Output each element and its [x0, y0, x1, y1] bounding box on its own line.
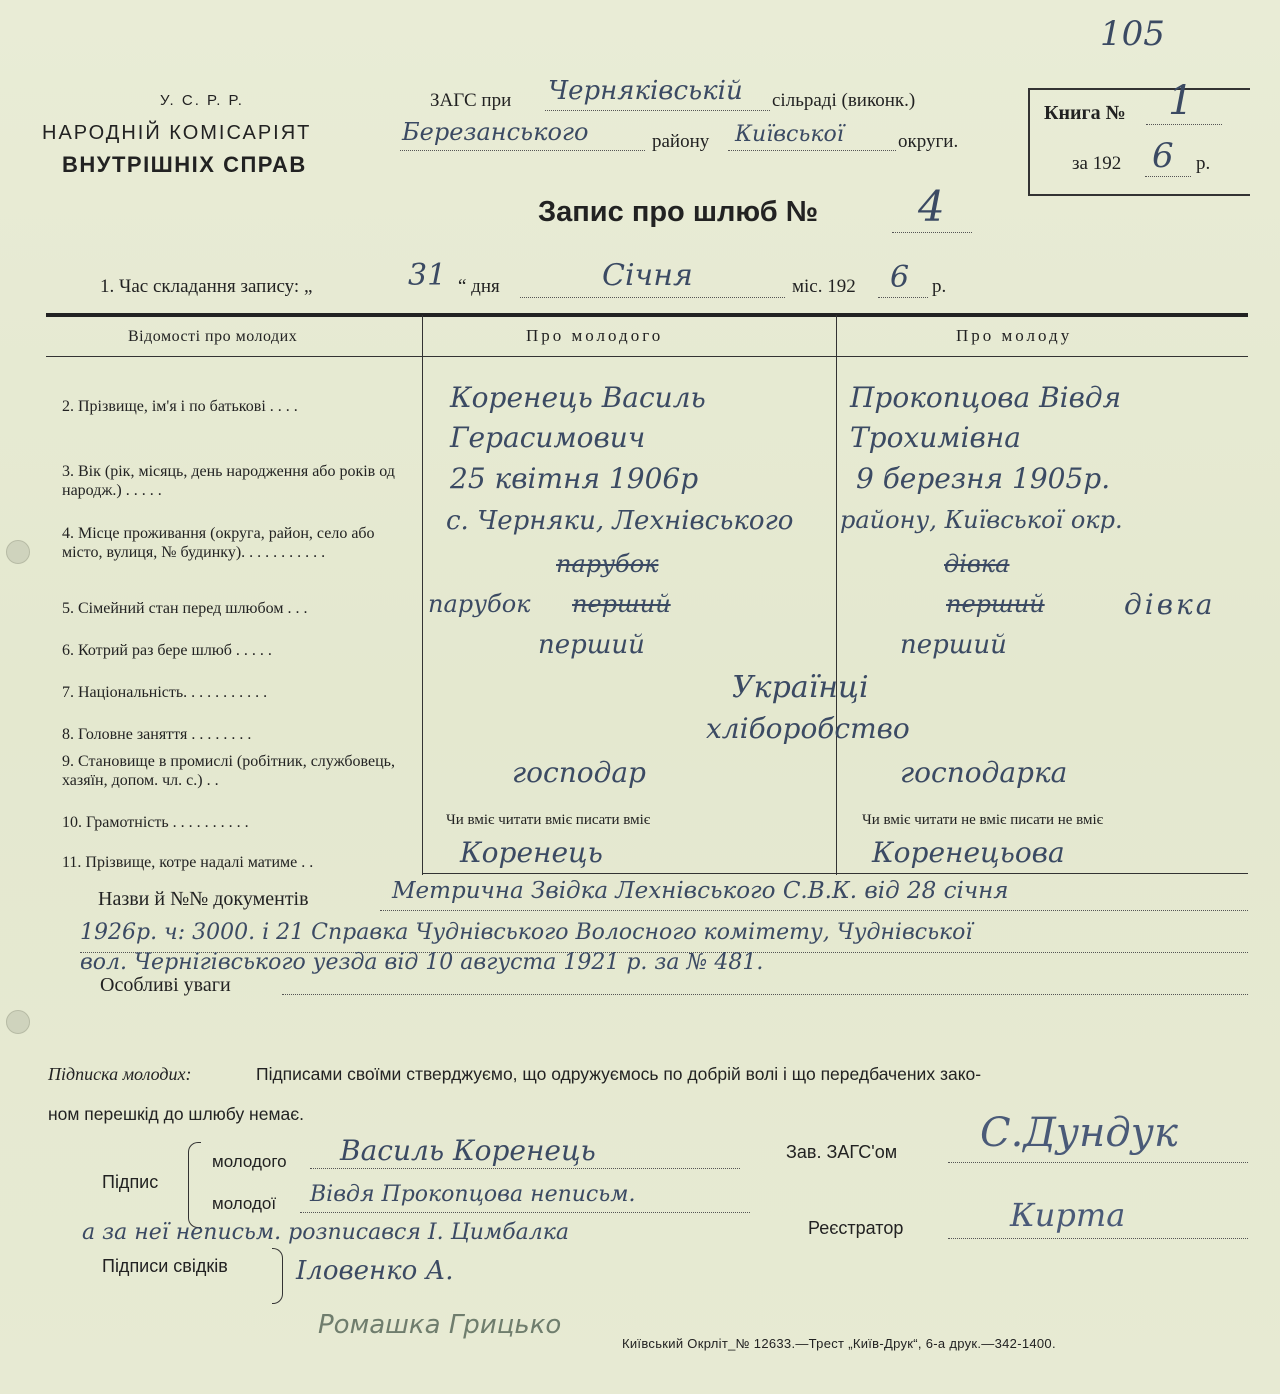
groom-future-surname: Коренець [460, 836, 603, 869]
witnesses-label: Підписи свідків [102, 1256, 228, 1276]
commissariat-label: НАРОДНІЙ КОМІСАРІЯТ [42, 122, 312, 144]
zags-district-hand: Березанського [402, 118, 589, 146]
registrar-underline [948, 1238, 1248, 1239]
record-number-hand: 4 [918, 182, 945, 231]
documents-line2: 1926р. ч: 3000. і 21 Справка Чуднівського Волосного комітету, Чуднівської [80, 920, 973, 945]
notes-underline [282, 994, 1248, 995]
table-top-rule [46, 313, 1248, 317]
bride-signature-label: молодої [212, 1194, 277, 1213]
book-year-underline [1145, 176, 1191, 177]
record-year-underline [878, 297, 928, 298]
ussr-label: У. С. Р. Р. [160, 92, 244, 109]
groom-full-name: Коренець Василь Герасимович [450, 381, 706, 454]
groom-signature-label: молодого [212, 1152, 287, 1171]
zags-okrug-hand: Київської [735, 122, 844, 147]
punch-hole [6, 1010, 30, 1034]
groom-birthdate: 25 квітня 1906р [450, 462, 699, 495]
printer-footer: Київський Окрліт_№ 12633.—Трест „Київ-Друк“, 6-а друк.—342-1400. [622, 1336, 1056, 1351]
table-bottom-rule [422, 873, 1248, 874]
row-label-status: 5. Сімейний стан перед шлюбом . . . [62, 600, 308, 617]
nationality-value: Українці [732, 670, 869, 705]
occupation-value: хліборобство [706, 712, 910, 745]
zags-okrug-label: округи. [898, 131, 959, 152]
record-month-underline [520, 297, 785, 298]
row-label-occupation: 8. Головне заняття . . . . . . . . [62, 726, 252, 743]
record-number-underline [892, 232, 972, 233]
record-day-hand: 31 [408, 258, 447, 293]
groom-signature-underline [310, 1168, 740, 1169]
consent-label: Підписка молодих: [48, 1064, 192, 1084]
table-header-rule [46, 356, 1248, 357]
bride-residence: району, Київської окр. [840, 506, 1123, 534]
zags-district-label: району [652, 131, 710, 152]
book-year-hand: 6 [1152, 136, 1174, 176]
record-time-label: 1. Час складання запису: „ [100, 276, 313, 297]
header-info: Відомості про молодих [128, 328, 298, 345]
bride-marriage-struck: перший [946, 590, 1045, 618]
okrug-underline [728, 150, 896, 151]
groom-status: парубок [428, 590, 531, 618]
bride-signature: Вівдя Прокопцова неписьм. [310, 1182, 636, 1207]
notes-label: Особливі уваги [100, 974, 231, 996]
consent-text-line2: ном перешкід до шлюбу немає. [48, 1104, 305, 1124]
consent-text-line1: Підписами своїми стверджуємо, що одружуємось по добрій волі і що передбачених зако- [256, 1064, 982, 1084]
documents-label: Назви й №№ документів [98, 888, 309, 910]
row-label-position: 9. Становище в промислі (робітник, службовець, хазяїн, допом. чл. с.) . . [62, 753, 395, 789]
record-year-suffix: р. [932, 276, 947, 297]
zags-village-suffix: сільраді (виконк.) [772, 90, 916, 111]
witness-signature-1: Іловенко А. [296, 1256, 454, 1286]
header-bride: Про молоду [956, 326, 1073, 345]
page-number: 105 [1100, 14, 1165, 54]
bride-status-struck: дівка [944, 550, 1010, 578]
bride-birthdate: 9 березня 1905р. [856, 462, 1111, 495]
groom-literacy: Чи вміє читати вміє писати вміє [446, 812, 651, 828]
punch-hole [6, 540, 30, 564]
zags-head-signature: С.Дундук [980, 1110, 1178, 1156]
bride-position: господарка [900, 756, 1068, 789]
row-label-future-surname: 11. Прізвище, котре надалі матиме . . [62, 854, 314, 871]
signature-label: Підпис [102, 1172, 159, 1192]
registrar-signature: Кирта [1010, 1196, 1126, 1234]
bride-status: дівка [1124, 588, 1216, 621]
witness-brace [272, 1248, 283, 1304]
bride-signature-underline [300, 1212, 750, 1213]
proxy-signature: а за неї неписьм. розписався І. Цимбалка [82, 1220, 569, 1245]
bride-full-name: Прокопцова Вівдя Трохимівна [850, 381, 1122, 454]
signature-brace [188, 1142, 201, 1228]
groom-status-struck: парубок [556, 550, 659, 578]
zags-head-label: Зав. ЗАГС'ом [786, 1142, 898, 1162]
book-number-underline [1146, 124, 1222, 125]
groom-residence: с. Черняки, Лехнівського [446, 506, 794, 536]
record-day-label: “ дня [458, 276, 500, 297]
village-underline [545, 110, 770, 111]
bride-marriage-count: перший [900, 630, 1007, 660]
groom-marriage-struck: перший [572, 590, 671, 618]
record-month-label: міс. 192 [792, 276, 856, 297]
groom-position: господар [512, 756, 646, 789]
book-label: Книга № [1044, 102, 1126, 124]
table-col-divider-1 [422, 315, 423, 875]
bride-literacy: Чи вміє читати не вміє писати не вміє [862, 812, 1104, 828]
row-label-nationality: 7. Національність. . . . . . . . . . . [62, 684, 268, 701]
groom-marriage-count: перший [538, 630, 645, 660]
book-year-prefix: за 192 [1072, 153, 1122, 174]
row-label-name: 2. Прізвище, ім'я і по батькові . . . . [62, 398, 298, 415]
registrar-label: Реєстратор [808, 1218, 904, 1238]
documents-line3: вол. Чернігівського уезда від 10 августа 1921 р. за № 481. [80, 950, 764, 975]
header-groom: Про молодого [526, 326, 664, 345]
row-label-residence: 4. Місце проживання (округа, район, село або місто, вулиця, № будинку). . . . . . . . . . . [62, 525, 375, 561]
row-label-age: 3. Вік (рік, місяць, день народження або років од народж.) . . . . . [62, 463, 395, 499]
record-title: Запис про шлюб № [538, 196, 819, 228]
row-label-marriage-count: 6. Котрий раз бере шлюб . . . . . [62, 642, 272, 659]
district-underline [400, 150, 645, 151]
record-month-hand: Січня [602, 258, 693, 293]
record-year-hand: 6 [890, 260, 910, 295]
book-year-suffix: р. [1196, 153, 1211, 174]
table-col-divider-2 [836, 315, 837, 875]
row-label-literacy: 10. Грамотність . . . . . . . . . . [62, 814, 249, 831]
groom-signature: Василь Коренець [340, 1134, 596, 1167]
zags-prefix: ЗАГС при [430, 90, 512, 111]
department-label: ВНУТРІШНІХ СПРАВ [62, 152, 307, 177]
witness-signature-2: Ромашка Грицько [318, 1310, 562, 1340]
documents-line1: Метрична Звідка Лехнівського С.В.К. від 28 січня [392, 878, 1009, 904]
bride-future-surname: Коренецьова [872, 836, 1065, 869]
book-number-hand: 1 [1168, 78, 1194, 124]
zags-head-underline [948, 1162, 1248, 1163]
zags-village-hand: Черняківській [548, 76, 743, 106]
documents-underline-1 [380, 910, 1248, 911]
